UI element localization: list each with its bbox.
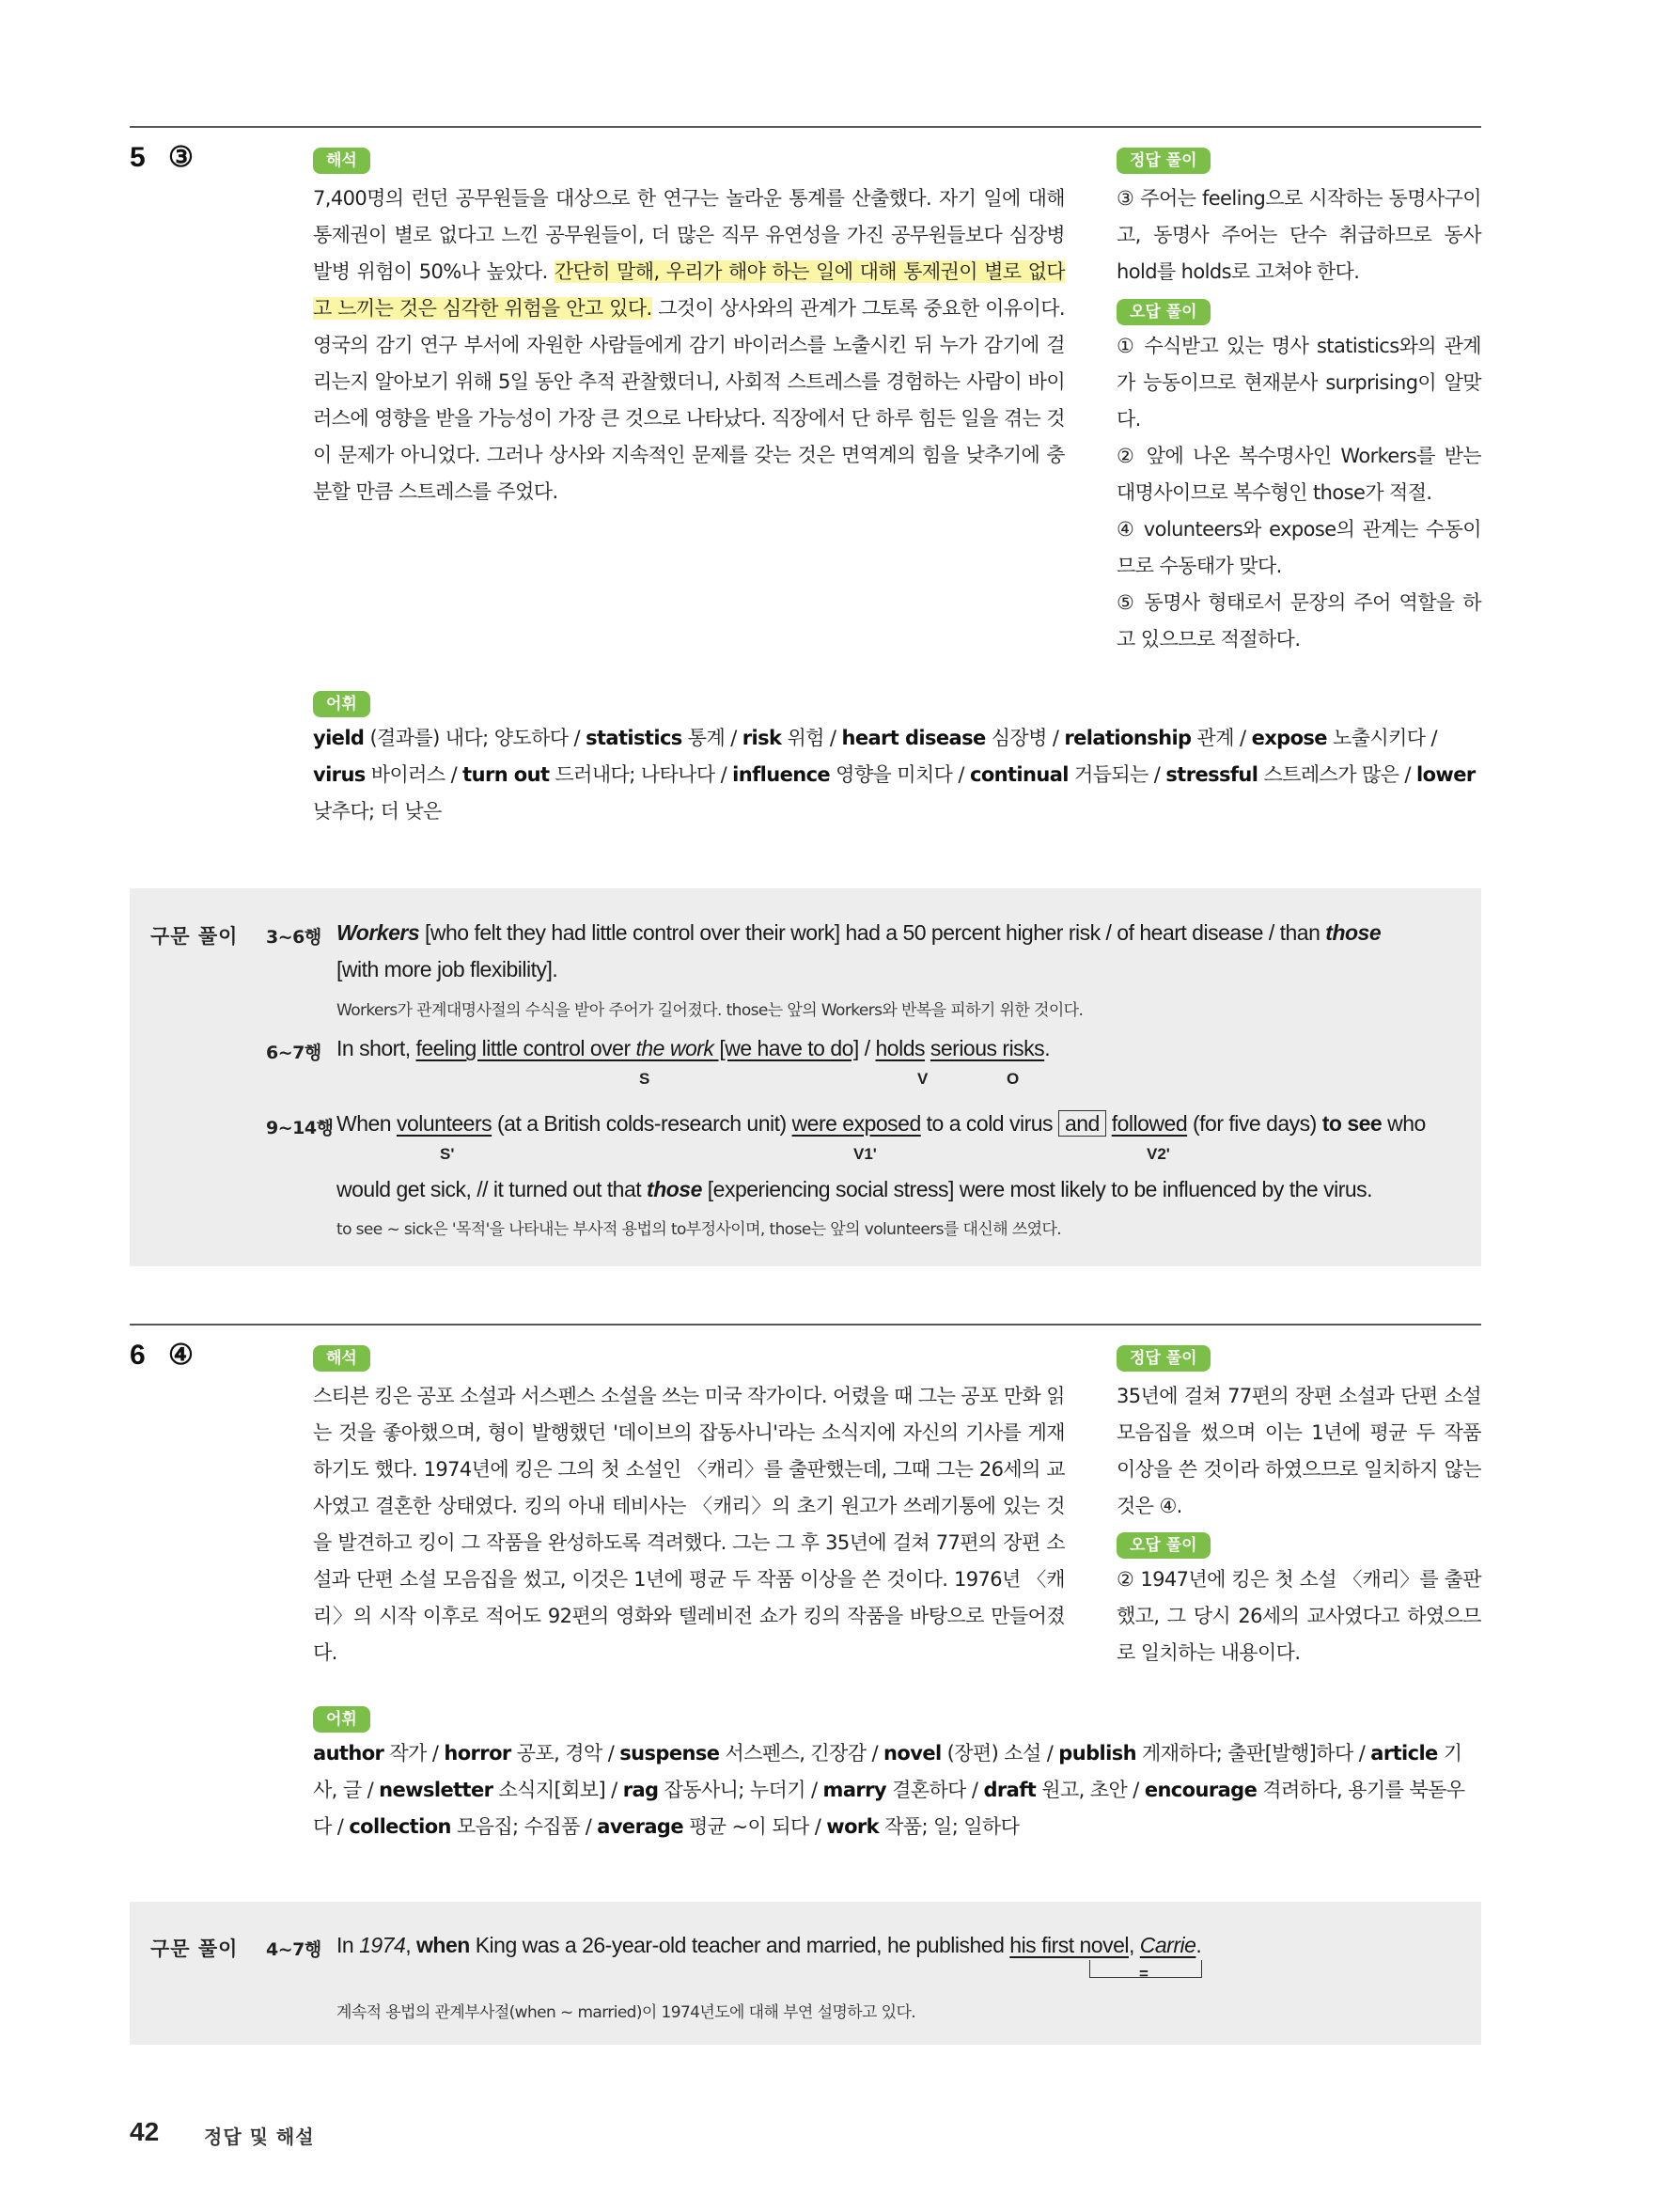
sentence-text: , — [1129, 1933, 1140, 1957]
syntax-label: 구문 풀이 — [150, 925, 239, 948]
vocab-meaning: 모음집; 수집품 / — [450, 1815, 598, 1838]
vocab-meaning: (결과를) 내다; 양도하다 / — [364, 727, 586, 749]
emph-word: those — [1325, 920, 1382, 945]
odap-badge: 오답 풀이 — [1117, 299, 1211, 325]
vocab-word: collection — [349, 1815, 451, 1838]
sentence-text: In — [336, 1933, 360, 1957]
haeseok-badge: 해석 — [313, 1345, 370, 1372]
vocab-meaning: 낮추다; 더 낮은 — [313, 800, 442, 823]
wrong-answer-item: ④ volunteers와 expose의 관계는 수동이므로 수동태가 맞다. — [1117, 518, 1481, 577]
subject-underline — [415, 1036, 858, 1060]
line-number: 6~7행 — [266, 1043, 321, 1063]
vocab-meaning: 격려하다, 용기를 북돋우다 / — [313, 1779, 1465, 1838]
vocab-badge: 어휘 — [313, 691, 370, 717]
vocab-word: heart disease — [841, 727, 986, 749]
vocab-word: publish — [1058, 1742, 1136, 1765]
verb-mark: V1' — [853, 1145, 877, 1163]
vocab-word: suspense — [619, 1742, 720, 1765]
emph-word: when — [416, 1933, 470, 1957]
vocab-badge: 어휘 — [313, 1706, 370, 1733]
vocab-word: novel — [883, 1742, 942, 1765]
syntax-box — [130, 888, 1481, 1266]
vocab-word: relationship — [1064, 727, 1192, 749]
syntax-note: to see ~ sick은 '목적'을 나타내는 부사적 용법의 to부정사이며, those는 앞의 volunteers를 대신해 쓰였다. — [336, 1220, 1062, 1239]
top-rule — [130, 126, 1481, 128]
line-number: 3~6행 — [266, 927, 321, 948]
haeseok-badge: 해석 — [313, 148, 370, 174]
verb-underline: were exposed — [791, 1111, 921, 1136]
vocab-word: article — [1370, 1742, 1438, 1765]
translation-text: 7,400명의 런던 공무원들을 대상으로 한 연구는 놀라운 통계를 산출했다. 자기 일에 대해 통제권이 별로 없다고 느낀 공무원들이, 더 많은 직무 유연성을 가진 공무원들보다 심장병 발병 위험이 50%나 높았다. — [313, 187, 1065, 283]
jeongdap-badge: 정답 풀이 — [1117, 1345, 1211, 1372]
object-mark: O — [1007, 1070, 1020, 1088]
vocab-meaning: 작가 / — [383, 1742, 445, 1765]
vocab-meaning: 기사, 글 / — [313, 1742, 1462, 1801]
sentence-text: King was a 26-year-old teacher and married, he published — [469, 1933, 1010, 1957]
translation-paragraph: 스티븐 킹은 공포 소설과 서스펜스 소설을 쓰는 미국 작가이다. 어렸을 때 그는 공포 만화 읽는 것을 좋아했으며, 형이 발행했던 '데이브의 잡동사니'라는 소식지에 자신의 기사를 게재하기도 했다. 1974년에 킹은 그의 첫 소설인 〈캐리〉를 출판했는데, 그때 그는 26세의 교사였고 결혼한 상태였다. 킹의 아내 테비사는 〈캐리〉의 초기 원고가 쓰레기통에 있는 것을 발견하고 킹이 그 작품을 완성하도록 격려했다. 그는 그 후 35년에 걸쳐 77편의 장편 소설과 단편 소설 모음집을 썼고, 이것은 1년에 평균 두 작품 이상을 쓴 것이다. 1976년 〈캐리〉의 시작 이후로 적어도 92편의 영화와 텔레비전 쇼가 킹의 작품을 바탕으로 만들어졌다. — [313, 1385, 1065, 1664]
vocab-word: marry — [822, 1779, 886, 1801]
sentence-text: In short, — [336, 1036, 416, 1060]
vocab-word: influence — [732, 763, 831, 786]
answer-mark: ④ — [168, 1340, 195, 1371]
vocab-word: expose — [1251, 727, 1327, 749]
vocab-meaning: 결혼하다 / — [886, 1779, 984, 1801]
wrong-answer-item: ⑤ 동명사 형태로서 문장의 주어 역할을 하고 있으므로 적절하다. — [1117, 591, 1481, 651]
sentence-text: (for five days) — [1187, 1111, 1322, 1136]
vocab-meaning: 스트레스가 많은 / — [1258, 763, 1416, 786]
odap-badge: 오답 풀이 — [1117, 1532, 1211, 1559]
sentence-text: feeling little control over — [415, 1036, 636, 1060]
vocab-meaning: 위험 / — [781, 727, 842, 749]
syntax-note: 계속적 용법의 관계부사절(when ~ married)이 1974년도에 대해 부연 설명하고 있다. — [336, 2003, 916, 2022]
syntax-sentence — [336, 1036, 1050, 1061]
vocab-word: continual — [969, 763, 1069, 786]
sentence-text: [we have to do] — [713, 1036, 859, 1060]
vocab-meaning: 드러내다; 나타나다 / — [549, 763, 733, 786]
vocab-meaning: 게재하다; 출판[발행]하다 / — [1135, 1742, 1371, 1765]
vocab-meaning: 원고, 초안 / — [1036, 1779, 1145, 1801]
sentence-text: [who felt they had little control over their work] had a 50 percent higher risk / of heart disease / than — [419, 920, 1326, 945]
vocab-word: risk — [742, 727, 782, 749]
sentence-text: , — [405, 1933, 417, 1957]
sentence-text: When — [336, 1111, 397, 1136]
jeongdap-badge: 정답 풀이 — [1117, 148, 1211, 174]
sentence-text: would get sick, // it turned out that — [336, 1177, 648, 1201]
vocab-word: draft — [983, 1779, 1037, 1801]
vocab-word: yield — [313, 727, 365, 749]
line-number: 9~14행 — [266, 1118, 334, 1138]
vocab-meaning: 심장병 / — [985, 727, 1065, 749]
wrong-answer-item: ② 앞에 나온 복수명사인 Workers를 받는 대명사이므로 복수형인 those가 적절. — [1117, 445, 1481, 504]
vocabulary-list — [313, 1735, 1481, 1845]
sentence-text: / — [858, 1036, 876, 1060]
subject-mark: S — [639, 1070, 650, 1088]
answer-explanation: ③ 주어는 feeling으로 시작하는 동명사구이고, 동명사 주어는 단수 취급하므로 동사 hold를 holds로 고쳐야 한다. — [1117, 187, 1481, 283]
verb-underline: holds — [875, 1036, 925, 1060]
vocab-word: horror — [444, 1742, 511, 1765]
page-footer-title: 정답 및 해설 — [204, 2126, 315, 2148]
apposition-underline: his first novel — [1009, 1933, 1129, 1957]
apposition-underline: Carrie — [1139, 1933, 1196, 1957]
vocab-word: turn out — [462, 763, 550, 786]
vocab-word: newsletter — [379, 1779, 493, 1801]
vocab-meaning: 영향을 미치다 / — [830, 763, 970, 786]
wrong-answer-list — [1117, 328, 1481, 658]
sentence-text: [experiencing social stress] were most likely to be influenced by the virus. — [701, 1177, 1373, 1201]
sentence-text: 1974 — [359, 1933, 406, 1957]
syntax-label: 구문 풀이 — [150, 1937, 239, 1960]
sentence-text: (at a British colds-research unit) — [492, 1111, 792, 1136]
syntax-sentence — [336, 1933, 1201, 1958]
vocab-meaning: 거듭되는 / — [1068, 763, 1166, 786]
syntax-sentence — [336, 920, 1381, 946]
vocab-meaning: 관계 / — [1191, 727, 1252, 749]
vocab-word: encourage — [1144, 1779, 1258, 1801]
syntax-note: Workers가 관계대명사절의 수식을 받아 주어가 길어졌다. those는 앞의 Workers와 반복을 피하기 위한 것이다. — [336, 1001, 1084, 1020]
wrong-answer-item: ① 수식받고 있는 명사 statistics와의 관계가 능동이므로 현재분사 surprising이 알맞다. — [1117, 335, 1481, 431]
vocab-meaning: 통계 / — [681, 727, 742, 749]
wrong-answer-list: ② 1947년에 킹은 첫 소설 〈캐리〉를 출판했고, 그 당시 26세의 교사였다고 하였으므로 일치하는 내용이다. — [1117, 1568, 1481, 1664]
vocab-meaning: 작품; 일; 일하다 — [879, 1815, 1020, 1838]
question-number — [130, 141, 195, 174]
verb-mark: V — [917, 1070, 929, 1088]
vocab-word: rag — [622, 1779, 659, 1801]
sentence-text: who — [1382, 1111, 1426, 1136]
vocab-meaning: 소식지[회보] / — [492, 1779, 623, 1801]
vocab-meaning: 바이러스 / — [365, 763, 463, 786]
vocab-meaning: 공포, 경악 / — [510, 1742, 620, 1765]
highlighted-sentence: 간단히 말해, 우리가 해야 하는 일에 대해 통제권이 별로 없다고 느끼는 것은 심각한 위험을 안고 있다. — [313, 260, 1065, 320]
syntax-sentence: [with more job flexibility]. — [336, 957, 558, 981]
equals-mark: = — [1139, 1965, 1149, 1983]
vocab-word: virus — [313, 763, 366, 786]
emph-word: those — [647, 1177, 702, 1201]
conjunction-box: and — [1058, 1110, 1106, 1137]
question-number-text: 6 — [130, 1340, 148, 1371]
vocab-word: statistics — [586, 727, 682, 749]
vocab-word: lower — [1415, 763, 1476, 786]
verb-underline: followed — [1111, 1111, 1188, 1136]
vocab-word: author — [313, 1742, 384, 1765]
vocab-word: average — [597, 1815, 683, 1838]
vocab-meaning: 평균 ~이 되다 / — [682, 1815, 827, 1838]
section-rule — [130, 1324, 1481, 1326]
syntax-sentence — [336, 1111, 1426, 1137]
sentence-text: to a cold virus — [920, 1111, 1058, 1136]
verb-mark: V2' — [1147, 1145, 1170, 1163]
emph-word: Workers — [336, 920, 420, 945]
sentence-text: . — [1044, 1036, 1051, 1060]
subject-underline: volunteers — [396, 1111, 492, 1136]
line-number: 4~7행 — [266, 1939, 321, 1960]
answer-mark: ③ — [168, 142, 195, 173]
translation-paragraph — [313, 180, 1065, 510]
subject-mark: S' — [440, 1145, 455, 1163]
syntax-box — [130, 1902, 1481, 2045]
vocabulary-list — [313, 720, 1481, 830]
question-number-text: 5 — [130, 142, 148, 173]
sentence-text: . — [1195, 1933, 1202, 1957]
vocab-word: work — [826, 1815, 880, 1838]
page-number: 42 — [130, 2117, 160, 2146]
vocab-meaning: 잡동사니; 누더기 / — [658, 1779, 823, 1801]
object-underline: serious risks — [930, 1036, 1045, 1060]
vocab-meaning: 서스펜스, 긴장감 / — [719, 1742, 884, 1765]
vocab-meaning: (장편) 소설 / — [941, 1742, 1059, 1765]
question-number — [130, 1339, 195, 1372]
translation-text: 그것이 상사와의 관계가 그토록 중요한 이유이다. 영국의 감기 연구 부서에 자원한 사람들에게 감기 바이러스를 노출시킨 뒤 누가 감기에 걸리는지 알아보기 위해 5일 동안 추적 관찰했더니, 사회적 스트레스를 경험하는 사람이 바이러스에 영향을 받을 가능성이 가장 큰 것으로 나타났다. 직장에서 단 하루 힘든 일을 겪는 것이 문제가 아니었다. 그러나 상사와 지속적인 문제를 갖는 것은 면역계의 힘을 낮추기에 충분할 만큼 스트레스를 주었다. — [313, 297, 1065, 503]
sentence-text: the work — [635, 1036, 714, 1060]
emph-word: to see — [1321, 1111, 1383, 1136]
vocab-word: stressful — [1165, 763, 1258, 786]
answer-explanation: 35년에 걸쳐 77편의 장편 소설과 단편 소설 모음집을 썼으며 이는 1년에 평균 두 작품 이상을 쓴 것이라 하였으므로 일치하지 않는 것은 ④. — [1117, 1385, 1481, 1517]
vocab-meaning: 노출시키다 / — [1326, 727, 1438, 749]
syntax-sentence — [336, 1177, 1372, 1202]
